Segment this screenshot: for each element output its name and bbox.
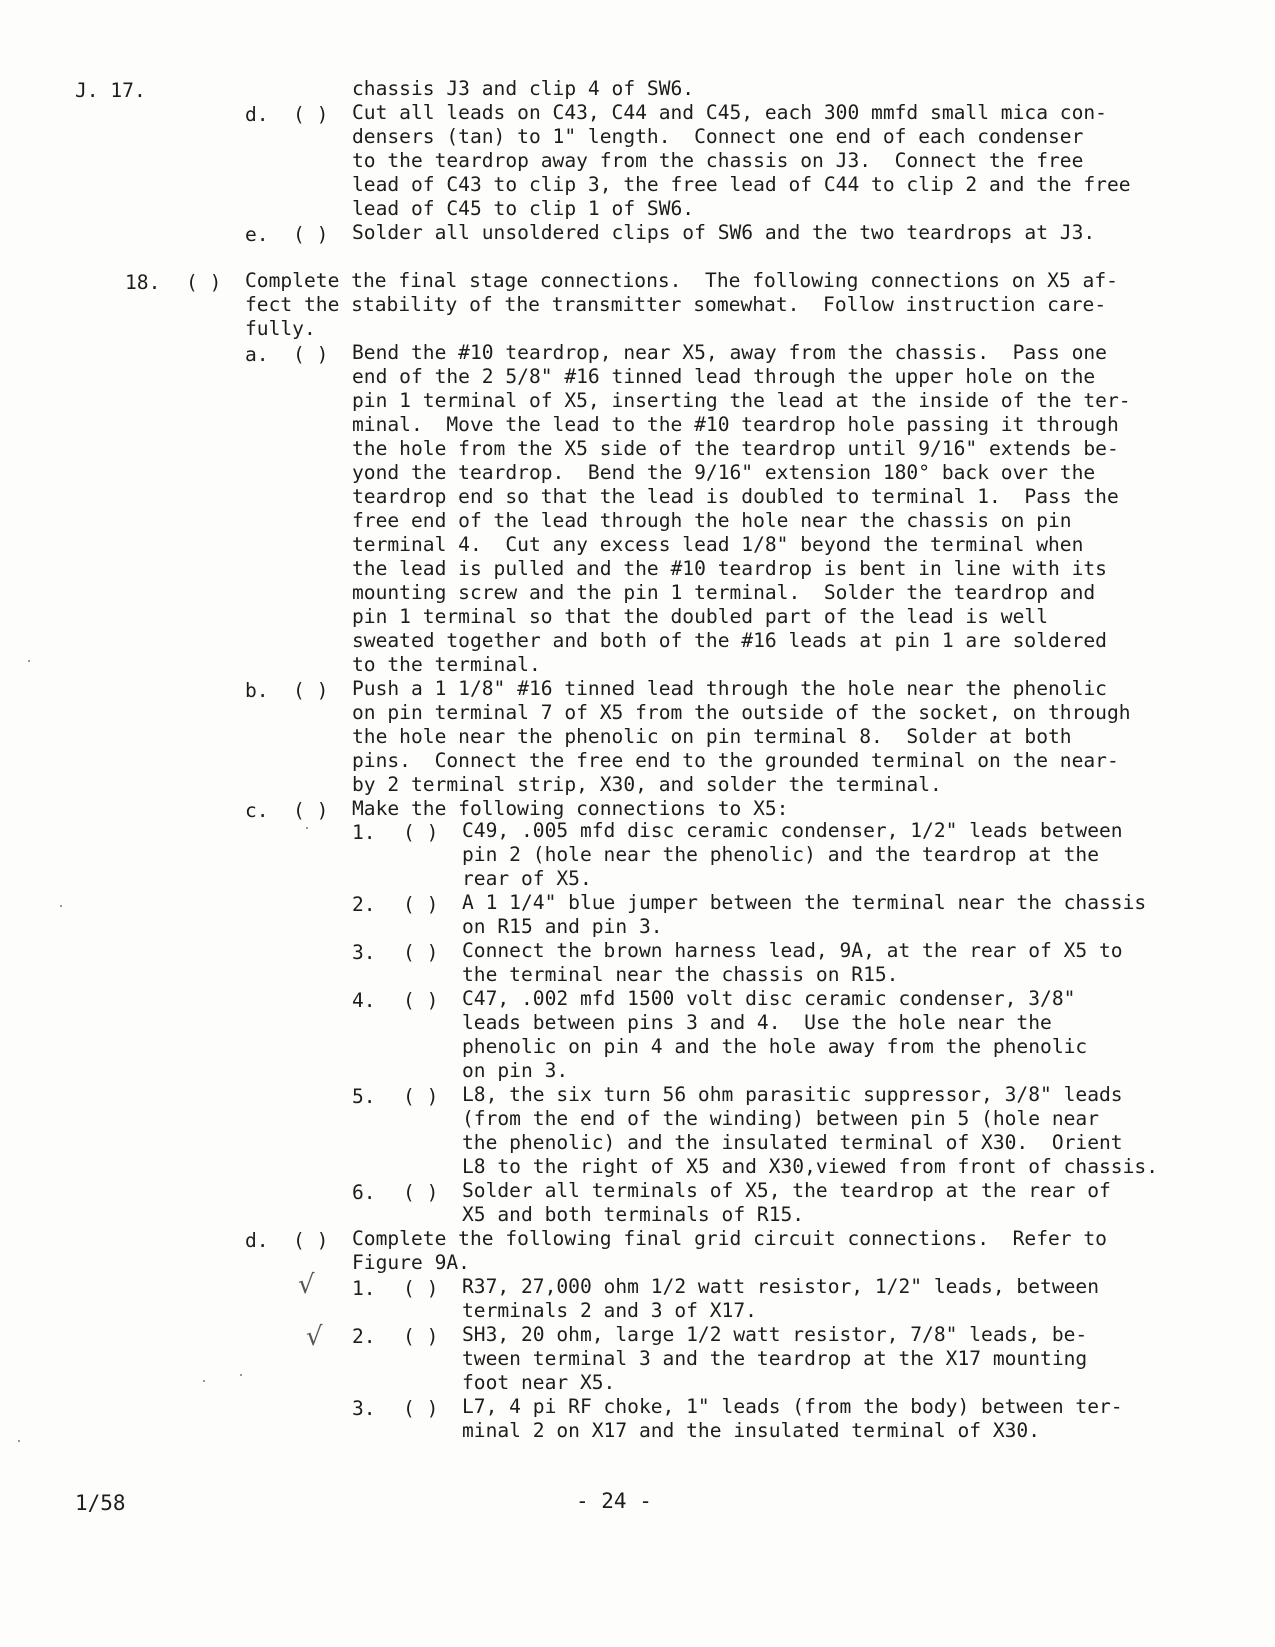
- step18c-item-line: (from the end of the winding) between pin 5 (hole near: [462, 1107, 1100, 1130]
- step18c-item-line: rear of X5.: [462, 867, 592, 890]
- step18c-item-number: 2.: [352, 893, 376, 916]
- step18b-line: on pin terminal 7 of X5 from the outside of the socket, on through: [352, 701, 1131, 724]
- step18c-item-line: on pin 3.: [462, 1059, 569, 1082]
- step18c-item-checkbox: ( ): [403, 1181, 439, 1204]
- step18d-item-line: R37, 27,000 ohm 1/2 watt resistor, 1/2" leads, between: [462, 1275, 1100, 1298]
- step18d-line: Complete the following final grid circuit connections. Refer to: [352, 1227, 1107, 1250]
- step18a-line: mounting screw and the pin 1 terminal. Solder the teardrop and: [352, 581, 1096, 604]
- step18d-item-number: 1.: [352, 1277, 376, 1300]
- step18c-item-line: X5 and both terminals of R15.: [462, 1203, 805, 1226]
- step18b-line: by 2 terminal strip, X30, and solder the terminal.: [352, 773, 942, 796]
- step18c-item-checkbox: ( ): [403, 893, 439, 916]
- step18c-item-line: Connect the brown harness lead, 9A, at the rear of X5 to: [462, 939, 1123, 962]
- scan-speck: [240, 1374, 242, 1376]
- step18c-item-number: 3.: [352, 941, 376, 964]
- step18d-item-line: tween terminal 3 and the teardrop at the X17 mounting: [462, 1347, 1088, 1370]
- step17d-label: d.: [245, 103, 269, 126]
- step18a-line: teardrop end so that the lead is doubled to terminal 1. Pass the: [352, 485, 1119, 508]
- step18a-line: sweated together and both of the #16 leads at pin 1 are soldered: [352, 629, 1107, 652]
- date-code: 1/58: [75, 1491, 126, 1515]
- step18d-item-line: minal 2 on X17 and the insulated terminal of X30.: [462, 1419, 1041, 1442]
- handwritten-check-mark: √: [298, 1270, 315, 1300]
- step18c-item-line: pin 2 (hole near the phenolic) and the teardrop at the: [462, 843, 1100, 866]
- step18b-line: the hole near the phenolic on pin terminal 8. Solder at both: [352, 725, 1072, 748]
- step18c-item-line: L8 to the right of X5 and X30,viewed from front of chassis.: [462, 1155, 1158, 1178]
- step18-line: fully.: [245, 317, 316, 340]
- step18c-line: Make the following connections to X5:: [352, 797, 789, 820]
- step18a-line: free end of the lead through the hole near the chassis on pin: [352, 509, 1072, 532]
- step18c-item-line: C49, .005 mfd disc ceramic condenser, 1/2" leads between: [462, 819, 1123, 842]
- step18-checkbox: ( ): [186, 271, 222, 294]
- step18-line: Complete the final stage connections. The following connections on X5 af-: [245, 269, 1118, 292]
- step17d-line: Cut all leads on C43, C44 and C45, each 300 mmfd small mica con-: [352, 101, 1107, 124]
- scan-speck: [28, 660, 30, 662]
- step18b-checkbox: ( ): [293, 679, 329, 702]
- step18c-item-number: 5.: [352, 1085, 376, 1108]
- step18a-line: pin 1 terminal of X5, inserting the lead at the inside of the ter-: [352, 389, 1131, 412]
- step18b-line: Push a 1 1/8" #16 tinned lead through the hole near the phenolic: [352, 677, 1107, 700]
- step18d-label: d.: [245, 1229, 269, 1252]
- scan-speck: [60, 905, 62, 907]
- step18a-line: to the terminal.: [352, 653, 541, 676]
- scan-speck: [306, 827, 308, 829]
- step18b-line: pins. Connect the free end to the grounded terminal on the near-: [352, 749, 1119, 772]
- step18d-item-line: L7, 4 pi RF choke, 1" leads (from the body) between ter-: [462, 1395, 1123, 1418]
- step18a-line: yond the teardrop. Bend the 9/16" extension 180° back over the: [352, 461, 1096, 484]
- step18a-line: terminal 4. Cut any excess lead 1/8" beyond the terminal when: [352, 533, 1084, 556]
- step18c-checkbox: ( ): [293, 799, 329, 822]
- step18d-item-line: SH3, 20 ohm, large 1/2 watt resistor, 7/8" leads, be-: [462, 1323, 1088, 1346]
- step18d-checkbox: ( ): [293, 1229, 329, 1252]
- step18c-item-line: the terminal near the chassis on R15.: [462, 963, 899, 986]
- step17d-line: densers (tan) to 1" length. Connect one end of each condenser: [352, 125, 1084, 148]
- step18c-item-number: 1.: [352, 821, 376, 844]
- step18a-line: minal. Move the lead to the #10 teardrop hole passing it through: [352, 413, 1119, 436]
- step18c-item-line: phenolic on pin 4 and the hole away from the phenolic: [462, 1035, 1088, 1058]
- step18c-label: c.: [245, 799, 269, 822]
- step18c-item-checkbox: ( ): [403, 1085, 439, 1108]
- step18a-label: a.: [245, 343, 269, 366]
- step18a-line: the hole from the X5 side of the teardrop until 9/16" extends be-: [352, 437, 1119, 460]
- step18a-line: the lead is pulled and the #10 teardrop is bent in line with its: [352, 557, 1107, 580]
- step18c-item-line: Solder all terminals of X5, the teardrop at the rear of: [462, 1179, 1111, 1202]
- step18-number: 18.: [125, 271, 161, 294]
- step18b-label: b.: [245, 679, 269, 702]
- step18a-line: Bend the #10 teardrop, near X5, away from the chassis. Pass one: [352, 341, 1107, 364]
- step18c-item-number: 4.: [352, 989, 376, 1012]
- step17e-line: Solder all unsoldered clips of SW6 and the two teardrops at J3.: [352, 221, 1096, 244]
- step18c-item-line: L8, the six turn 56 ohm parasitic suppressor, 3/8" leads: [462, 1083, 1123, 1106]
- step18c-item-line: on R15 and pin 3.: [462, 915, 663, 938]
- step18c-item-line: the phenolic) and the insulated terminal of X30. Orient: [462, 1131, 1123, 1154]
- step18d-line: Figure 9A.: [352, 1251, 470, 1274]
- step18a-line: pin 1 terminal so that the doubled part of the lead is well: [352, 605, 1048, 628]
- page-section-label: J. 17.: [75, 79, 146, 102]
- step17-continued-text: chassis J3 and clip 4 of SW6.: [352, 77, 695, 100]
- step17d-line: lead of C43 to clip 3, the free lead of C44 to clip 2 and the free: [352, 173, 1131, 196]
- scan-speck: [203, 1380, 205, 1382]
- step18d-item-number: 3.: [352, 1397, 376, 1420]
- step17d-line: to the teardrop away from the chassis on J3. Connect the free: [352, 149, 1084, 172]
- step18-line: fect the stability of the transmitter somewhat. Follow instruction care-: [245, 293, 1107, 316]
- scan-speck: [18, 1440, 20, 1442]
- step18c-item-checkbox: ( ): [403, 821, 439, 844]
- step17e-label: e.: [245, 223, 269, 246]
- step18d-item-checkbox: ( ): [403, 1277, 439, 1300]
- step17e-checkbox: ( ): [293, 223, 329, 246]
- step18d-item-checkbox: ( ): [403, 1325, 439, 1348]
- step17d-line: lead of C45 to clip 1 of SW6.: [352, 197, 695, 220]
- step18c-item-checkbox: ( ): [403, 989, 439, 1012]
- step18c-item-checkbox: ( ): [403, 941, 439, 964]
- step18a-line: end of the 2 5/8" #16 tinned lead through the upper hole on the: [352, 365, 1096, 388]
- step18a-checkbox: ( ): [293, 343, 329, 366]
- step18d-item-line: terminals 2 and 3 of X17.: [462, 1299, 757, 1322]
- step18c-item-line: C47, .002 mfd 1500 volt disc ceramic condenser, 3/8": [462, 987, 1076, 1010]
- step17d-checkbox: ( ): [293, 103, 329, 126]
- step18d-item-number: 2.: [352, 1325, 376, 1348]
- page-number: - 24 -: [576, 1489, 652, 1513]
- step18d-item-line: foot near X5.: [462, 1371, 616, 1394]
- step18c-item-line: leads between pins 3 and 4. Use the hole near the: [462, 1011, 1052, 1034]
- step18c-item-line: A 1 1/4" blue jumper between the terminal near the chassis: [462, 891, 1147, 914]
- handwritten-check-mark: √: [306, 1322, 323, 1352]
- step18c-item-number: 6.: [352, 1181, 376, 1204]
- step18d-item-checkbox: ( ): [403, 1397, 439, 1420]
